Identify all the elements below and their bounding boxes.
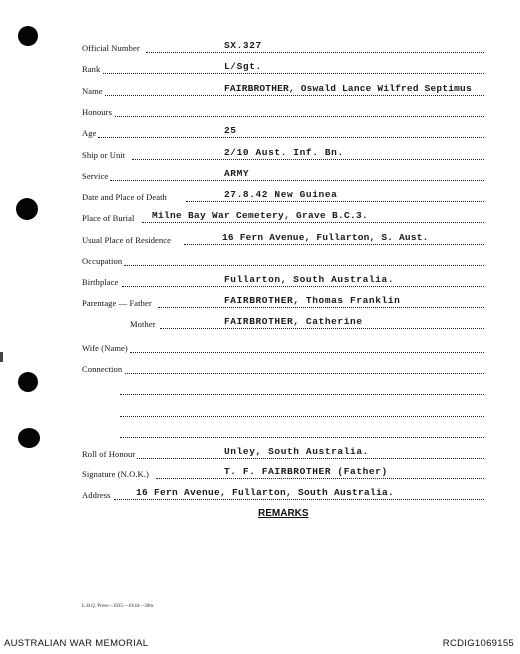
name-label: Name [82, 86, 103, 96]
ship-or-unit-label: Ship or Unit [82, 150, 126, 160]
field-residence [0, 232, 520, 248]
field-birthplace [0, 274, 520, 290]
mother-value: FAIRBROTHER, Catherine [224, 316, 363, 327]
age-value: 25 [224, 125, 237, 136]
field-signature [0, 466, 520, 482]
signature-dots [156, 478, 484, 479]
connection-dots [122, 373, 484, 374]
age-dots [98, 137, 484, 138]
address-dots [114, 499, 484, 500]
burial-value: Milne Bay War Cemetery, Grave B.C.3. [152, 210, 369, 221]
honours-label: Honours [82, 107, 112, 117]
burial-dots [142, 222, 484, 223]
mother-dots [160, 328, 484, 329]
birthplace-label: Birthplace [82, 277, 119, 287]
residence-value: 16 Fern Avenue, Fullarton, S. Aust. [222, 232, 429, 243]
honours-dots [112, 116, 484, 117]
death-label: Date and Place of Death [82, 192, 167, 202]
field-connection [0, 361, 520, 377]
connection-label: Connection [82, 364, 123, 374]
field-address [0, 487, 520, 503]
ship-or-unit-dots [132, 159, 484, 160]
name-dots [102, 95, 484, 96]
field-ship-or-unit [0, 147, 520, 163]
father-value: FAIRBROTHER, Thomas Franklin [224, 295, 401, 306]
official-number-dots [146, 52, 484, 53]
ship-or-unit-value: 2/10 Aust. Inf. Bn. [224, 147, 344, 158]
name-value: FAIRBROTHER, Oswald Lance Wilfred Septimus [224, 83, 472, 94]
mother-label: Mother [130, 319, 156, 329]
field-place-of-burial [0, 210, 520, 226]
rank-dots [100, 73, 484, 74]
father-label: Parentage — Father [82, 298, 152, 308]
field-wife [0, 340, 520, 356]
roll-of-honour-dots [136, 458, 484, 459]
rank-label: Rank [82, 64, 101, 74]
field-honours [0, 104, 520, 120]
address-label: Address [82, 490, 111, 500]
death-value: 27.8.42 New Guinea [224, 189, 338, 200]
age-label: Age [82, 128, 97, 138]
roll-of-honour-value: Unley, South Australia. [224, 446, 369, 457]
service-value: ARMY [224, 168, 250, 179]
field-roll-of-honour [0, 446, 520, 462]
residence-label: Usual Place of Residence [82, 235, 172, 245]
father-dots [158, 307, 484, 308]
connection-line-3 [120, 416, 484, 417]
field-rank [0, 61, 520, 77]
address-value: 16 Fern Avenue, Fullarton, South Australia. [136, 487, 395, 498]
service-label: Service [82, 171, 109, 181]
occupation-dots [124, 265, 484, 266]
field-date-place-of-death [0, 189, 520, 205]
wife-label: Wife (Name) [82, 343, 128, 353]
official-number-label: Official Number [82, 43, 140, 53]
service-dots [110, 180, 484, 181]
wife-dots [130, 352, 484, 353]
field-mother [0, 316, 520, 332]
signature-value: T. F. FAIRBROTHER (Father) [224, 466, 388, 477]
official-number-value: SX.327 [224, 40, 262, 51]
roll-of-honour-label: Roll of Honour [82, 449, 136, 459]
birthplace-dots [122, 286, 484, 287]
rank-value: L/Sgt. [224, 61, 262, 72]
form-print-code: L.H.Q. Press—1035—10/44—30m. [82, 604, 155, 609]
connection-line-2 [120, 394, 484, 395]
death-dots [186, 201, 484, 202]
footer-left-text: AUSTRALIAN WAR MEMORIAL [4, 638, 149, 649]
burial-label: Place of Burial [82, 213, 135, 223]
residence-dots [184, 244, 484, 245]
binder-hole-4 [18, 428, 40, 448]
field-occupation [0, 253, 520, 269]
connection-line-4 [120, 437, 484, 438]
birthplace-value: Fullarton, South Australia. [224, 274, 395, 285]
field-name [0, 83, 520, 99]
field-service [0, 168, 520, 184]
field-father [0, 295, 520, 311]
signature-label: Signature (N.O.K.) [82, 469, 149, 479]
footer-right-text: RCDIG1069155 [442, 638, 514, 649]
remarks-heading: REMARKS [258, 508, 309, 519]
occupation-label: Occupation [82, 256, 123, 266]
field-age [0, 125, 520, 141]
field-official-number [0, 40, 520, 56]
